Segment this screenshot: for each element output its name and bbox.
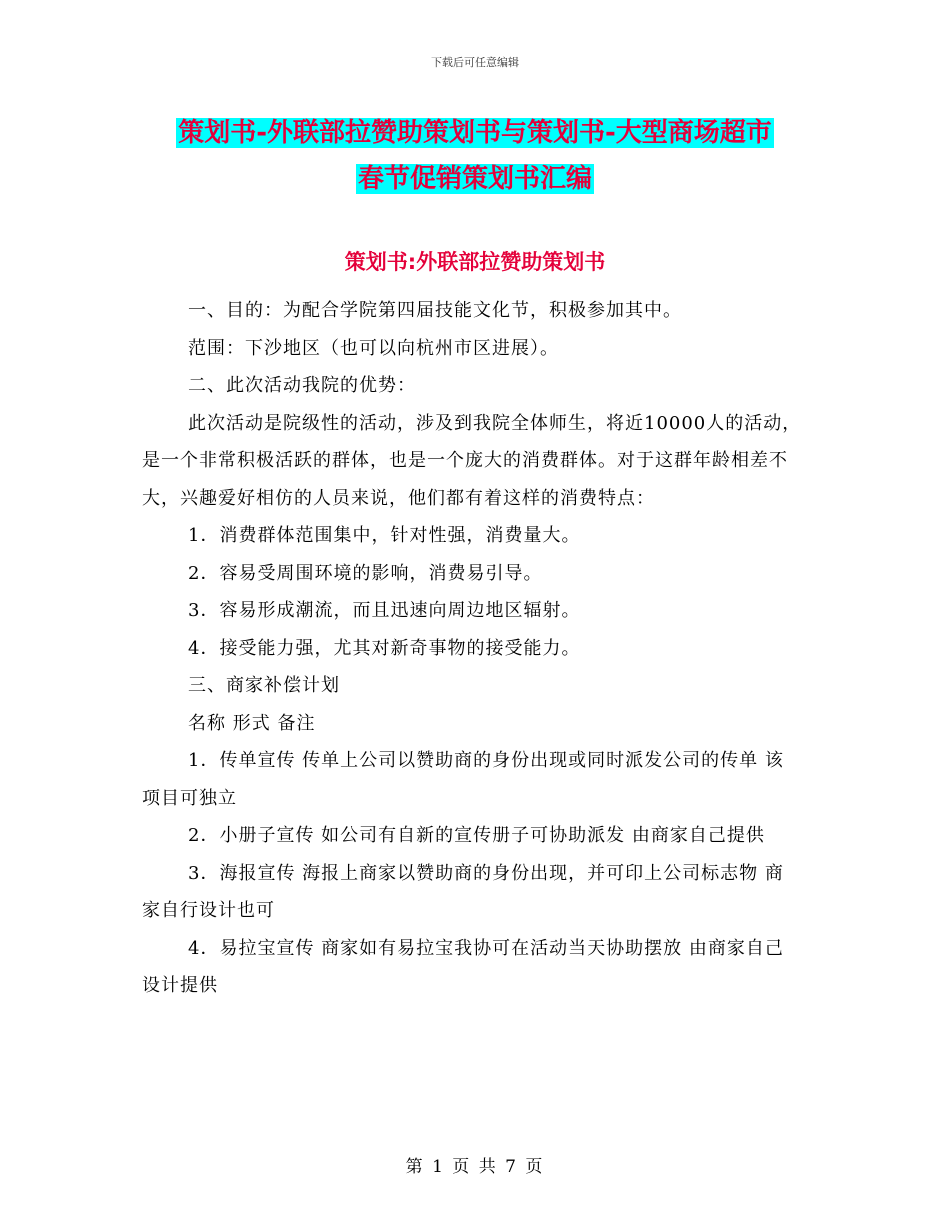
paragraph: 2．小册子宣传 如公司有自新的宣传册子可协助派发 由商家自己提供 (188, 825, 765, 846)
paragraph: 一、目的：为配合学院第四届技能文化节，积极参加其中。 (188, 300, 682, 321)
document-body (142, 292, 802, 1005)
paragraph: 4．接受能力强，尤其对新奇事物的接受能力。 (188, 637, 581, 659)
header-note: 下载后可任意编辑 (431, 56, 519, 69)
paragraph: 2．容易受周围环境的影响，消费易引导。 (188, 562, 543, 584)
paragraph: 3．容易形成潮流，而且迅速向周边地区辐射。 (188, 600, 581, 621)
title-line-2: 春节促销策划书汇编 (357, 164, 592, 194)
page-footer: 第 1 页 共 7 页 (405, 1157, 545, 1177)
paragraph: 二、此次活动我院的优势： (188, 375, 416, 396)
paragraph: 3．海报宣传 海报上商家以赞助商的身份出现，并可印上公司标志物 商家自行设计也可 (142, 862, 784, 921)
paragraph: 此次活动是院级性的活动，涉及到我院全体师生，将近10000人的活动，是一个非常积极活跃的群体，也是一个庞大的消费群体。对于这群年龄相差不大，兴趣爱好相仿的人员来说，他们都有着这样的消费特点： (142, 412, 802, 509)
paragraph: 名称 形式 备注 (188, 712, 316, 734)
section-title: 策划书:外联部拉赞助策划书 (344, 250, 606, 274)
title-line-1: 策划书-外联部拉赞助策划书与策划书-大型商场超市 (178, 118, 772, 148)
document-title (0, 110, 950, 202)
paragraph: 范围：下沙地区（也可以向杭州市区进展）。 (188, 337, 559, 359)
paragraph: 1．传单宣传 传单上公司以赞助商的身份出现或同时派发公司的传单 该项目可独立 (142, 750, 784, 809)
paragraph: 1．消费群体范围集中，针对性强，消费量大。 (188, 525, 581, 546)
paragraph: 三、商家补偿计划 (188, 675, 340, 696)
paragraph: 4．易拉宝宣传 商家如有易拉宝我协可在活动当天协助摆放 由商家自己设计提供 (142, 937, 784, 996)
